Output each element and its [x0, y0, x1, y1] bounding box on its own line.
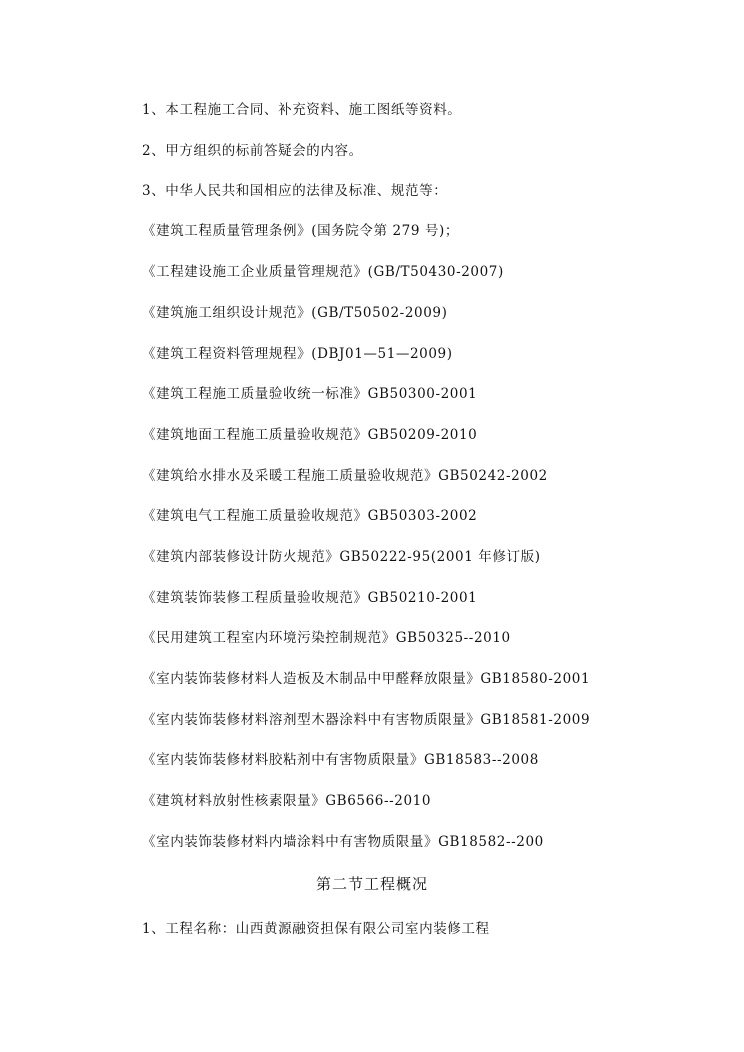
overview-item-1: 1、工程名称：山西黄源融资担保有限公司室内装修工程	[142, 921, 490, 937]
standard-item: 《建筑工程质量管理条例》(国务院令第 279 号)；	[142, 223, 459, 239]
standard-item: 《建筑材料放射性核素限量》GB6566--2010	[142, 793, 432, 809]
intro-item-2: 2、甲方组织的标前答疑会的内容。	[142, 143, 363, 159]
standard-item: 《室内装饰装修材料内墙涂料中有害物质限量》GB18582--200	[142, 834, 544, 850]
standard-item: 《室内装饰装修材料人造板及木制品中甲醛释放限量》GB18580-2001	[142, 671, 591, 687]
standard-item: 《室内装饰装修材料胶粘剂中有害物质限量》GB18583--2008	[142, 752, 539, 768]
standard-item: 《建筑装饰装修工程质量验收规范》GB50210-2001	[142, 590, 478, 606]
standard-item: 《建筑施工组织设计规范》(GB/T50502-2009)	[142, 305, 448, 321]
standard-item: 《工程建设施工企业质量管理规范》(GB/T50430-2007)	[142, 264, 504, 280]
standard-item: 《民用建筑工程室内环境污染控制规范》GB50325--2010	[142, 630, 511, 646]
intro-item-1: 1、本工程施工合同、补充资料、施工图纸等资料。	[142, 102, 462, 118]
standard-item: 《建筑地面工程施工质量验收规范》GB50209-2010	[142, 427, 478, 443]
section-heading: 第二节工程概况	[315, 875, 428, 893]
standard-item: 《建筑工程施工质量验收统一标准》GB50300-2001	[142, 386, 478, 402]
standard-item: 《建筑给水排水及采暖工程施工质量验收规范》GB50242-2002	[142, 468, 548, 484]
intro-item-3: 3、中华人民共和国相应的法律及标准、规范等：	[142, 183, 448, 199]
standard-item: 《建筑工程资料管理规程》(DBJ01—51—2009)	[142, 346, 453, 362]
standard-item: 《建筑电气工程施工质量验收规范》GB50303-2002	[142, 508, 478, 524]
standard-item: 《建筑内部装修设计防火规范》GB50222-95(2001 年修订版)	[142, 549, 541, 565]
standard-item: 《室内装饰装修材料溶剂型木器涂料中有害物质限量》GB18581-2009	[142, 712, 591, 728]
